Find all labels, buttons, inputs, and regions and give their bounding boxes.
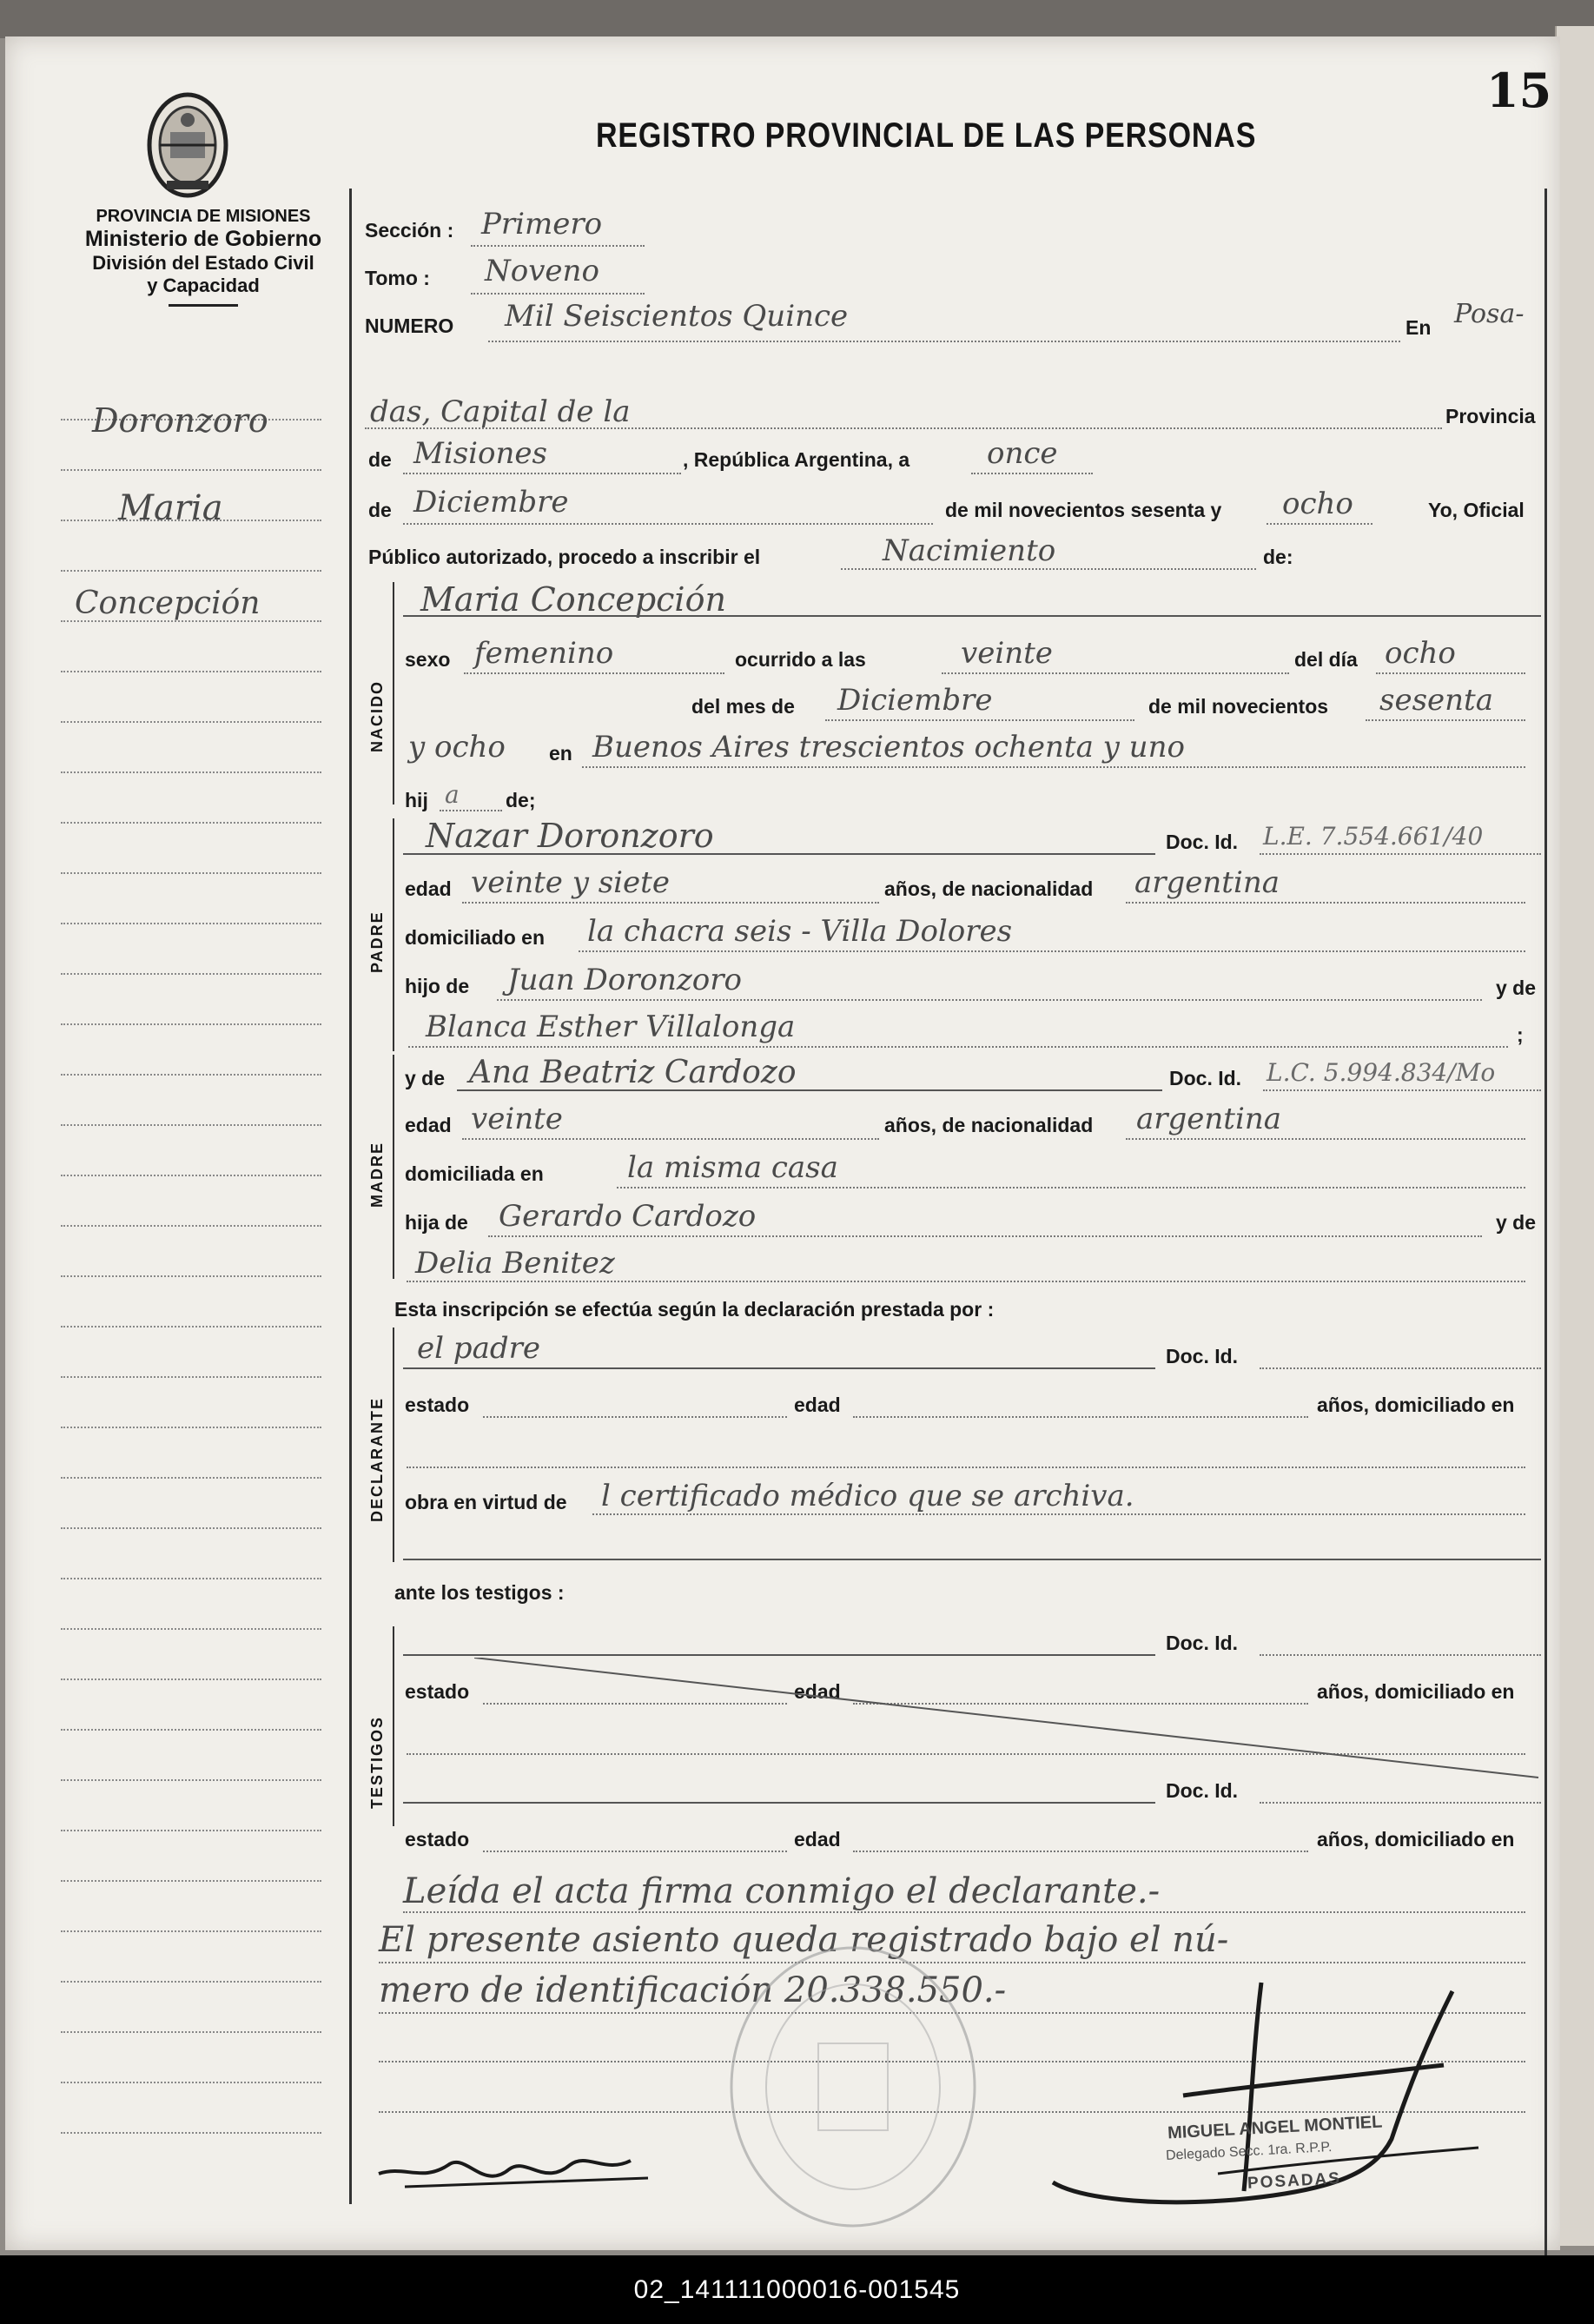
value-madre-nombre: Ana Beatriz Cardozo <box>469 1055 797 1090</box>
label-de-colon: de: <box>1263 546 1293 568</box>
label-madre-hija-de: hija de <box>405 1211 468 1234</box>
section-nacido: NACIDO <box>368 680 386 752</box>
stamp-city: POSADAS <box>1247 2169 1342 2193</box>
label-testigo1-edad: edad <box>794 1680 841 1703</box>
nacido-bracket <box>393 582 394 804</box>
value-provincia: Misiones <box>413 436 547 471</box>
value-hora: veinte <box>961 636 1053 671</box>
label-de-semicolon: de; <box>506 789 536 811</box>
label-hij: hij <box>405 789 428 811</box>
label-padre-edad: edad <box>405 877 452 900</box>
label-padre-y-de: y de <box>1496 977 1537 999</box>
value-acto: Nacimiento <box>883 533 1056 568</box>
margin-surname: Doronzoro <box>92 401 268 440</box>
section-padre: PADRE <box>368 910 386 973</box>
page-number: 15 <box>1486 63 1552 118</box>
label-ocurrido: ocurrido a las <box>735 648 866 671</box>
label-tomo: Tomo : <box>365 267 430 289</box>
value-seccion: Primero <box>481 207 603 242</box>
value-sexo: femenino <box>474 636 614 671</box>
top-edge <box>0 0 1594 38</box>
value-padre-nac: argentina <box>1134 865 1280 900</box>
label-testigo2-doc: Doc. Id. <box>1166 1779 1239 1802</box>
note-line-3: mero de identificación 20.338.550.- <box>379 1970 1007 2010</box>
label-madre-edad: edad <box>405 1114 452 1136</box>
value-padre-doc: L.E. 7.554.661/40 <box>1263 822 1484 851</box>
value-numero: Mil Seiscientos Quince <box>505 299 849 334</box>
label-del-dia: del día <box>1294 648 1358 671</box>
stamp-name: MIGUEL ANGEL MONTIEL <box>1167 2112 1383 2143</box>
value-obra: l certificado médico que se archiva. <box>601 1479 1134 1513</box>
value-mes-inscripcion: Diciembre <box>413 485 569 520</box>
footer-code: 02_141111000016-001545 <box>0 2255 1594 2324</box>
value-padre-nombre: Nazar Doronzoro <box>426 817 714 855</box>
label-declarante-edad: edad <box>794 1394 841 1416</box>
registry-seal-stamp <box>723 1939 983 2235</box>
label-madre-nac: años, de nacionalidad <box>884 1114 1094 1136</box>
header-provincia: PROVINCIA DE MISIONES <box>96 207 311 226</box>
declarante-bracket <box>393 1328 394 1562</box>
label-testigo1-anos: años, domiciliado en <box>1317 1680 1515 1703</box>
value-declarante: el padre <box>417 1331 540 1366</box>
label-declarante-estado: estado <box>405 1394 470 1416</box>
label-testigo2-edad: edad <box>794 1828 841 1851</box>
label-publico: Público autorizado, procedo a inscribir el <box>368 546 761 568</box>
label-declarante-doc: Doc. Id. <box>1166 1345 1239 1367</box>
section-declarante: DECLARANTE <box>368 1397 386 1522</box>
label-de-mes: de <box>368 499 392 521</box>
section-madre: MADRE <box>368 1142 386 1208</box>
label-madre-doc: Doc. Id. <box>1169 1067 1242 1089</box>
value-madre-dom: la misma casa <box>627 1150 838 1185</box>
label-de-mil-nov: de mil novecientos <box>1148 695 1329 718</box>
label-padre-dom: domiciliado en <box>405 926 546 949</box>
label-testigo2-estado: estado <box>405 1828 470 1851</box>
label-del-mes: del mes de <box>691 695 795 718</box>
value-madre-doc: L.C. 5.994.834/Mo <box>1267 1058 1496 1087</box>
label-testigo1-estado: estado <box>405 1680 470 1703</box>
register-page <box>5 36 1560 2250</box>
header-division: División del Estado Civil <box>92 252 314 274</box>
section-testigos: TESTIGOS <box>368 1715 386 1809</box>
value-padre-dom: la chacra seis - Villa Dolores <box>587 914 1013 949</box>
header-capacidad: y Capacidad <box>147 275 260 296</box>
label-sexo: sexo <box>405 648 451 671</box>
value-madre-hija-de: Gerardo Cardozo <box>499 1199 757 1234</box>
label-padre-nac: años, de nacionalidad <box>884 877 1094 900</box>
label-testigo1-doc: Doc. Id. <box>1166 1632 1239 1654</box>
label-declarante-anos: años, domiciliado en <box>1317 1394 1515 1416</box>
label-padre-hijo-de: hijo de <box>405 975 470 997</box>
margin-second-name: Concepción <box>75 586 261 621</box>
label-yo-oficial: Yo, Oficial <box>1428 499 1525 521</box>
note-line-2: El presente asiento queda registrado bajo el nú- <box>379 1920 1229 1960</box>
note-line-1: Leída el acta firma conmigo el declarante.- <box>403 1871 1161 1911</box>
value-dia: ocho <box>1385 636 1456 671</box>
label-ante: ante los testigos : <box>394 1581 565 1604</box>
testigos-bracket <box>393 1626 394 1826</box>
label-madre-y-de-2: y de <box>1496 1211 1537 1234</box>
label-de-mil: de mil novecientos sesenta y <box>945 499 1222 521</box>
margin-divider <box>349 189 352 2204</box>
margin-first-name: Maria <box>118 488 223 528</box>
value-hij-suffix: a <box>445 780 460 809</box>
label-inscripcion: Esta inscripción se efectúa según la declaración prestada por : <box>394 1298 995 1321</box>
label-provincia: Provincia <box>1445 405 1536 427</box>
label-madre-y-de: y de <box>405 1067 446 1089</box>
value-anio-b: y ocho <box>408 730 506 765</box>
value-en-city-a: Posa- <box>1454 299 1525 329</box>
label-republica: , República Argentina, a <box>683 448 910 471</box>
provincial-seal <box>144 89 231 202</box>
label-de-provincia: de <box>368 448 392 471</box>
value-madre-edad: veinte <box>471 1102 563 1136</box>
declarant-signature <box>370 2139 657 2208</box>
document-title: REGISTRO PROVINCIAL DE LAS PERSONAS <box>596 116 1257 155</box>
label-padre-doc: Doc. Id. <box>1166 831 1239 853</box>
label-obra: obra en virtud de <box>405 1491 567 1513</box>
value-anio-inscripcion: ocho <box>1282 487 1353 521</box>
value-nombre: Maria Concepción <box>420 580 726 619</box>
label-en: En <box>1405 316 1432 339</box>
right-border <box>1544 189 1547 2256</box>
label-numero: NUMERO <box>365 315 454 337</box>
adjacent-page-edge <box>1555 26 1594 2246</box>
testigos-cancel-line <box>474 1658 1543 1779</box>
label-en-lugar: en <box>549 742 572 765</box>
label-seccion: Sección : <box>365 219 454 242</box>
label-madre-dom: domiciliada en <box>405 1162 544 1185</box>
label-testigo2-anos: años, domiciliado en <box>1317 1828 1515 1851</box>
value-madre-nac: argentina <box>1136 1102 1282 1136</box>
value-madre-madre: Delia Benitez <box>415 1246 615 1281</box>
value-anio-a: sesenta <box>1379 683 1493 718</box>
header-ministerio: Ministerio de Gobierno <box>84 227 322 251</box>
stamp-role: Delegado Secc. 1ra. R.P.P. <box>1165 2140 1333 2164</box>
madre-bracket <box>393 1055 394 1279</box>
padre-bracket <box>393 818 394 1051</box>
value-padre-hijo-de: Juan Doronzoro <box>507 963 742 997</box>
value-tomo: Noveno <box>485 254 599 288</box>
value-mes: Diciembre <box>837 683 993 718</box>
label-padre-semicolon: ; <box>1517 1023 1524 1046</box>
value-lugar: Buenos Aires trescientos ochenta y uno <box>592 730 1185 765</box>
value-padre-edad: veinte y siete <box>471 865 670 900</box>
value-padre-madre: Blanca Esther Villalonga <box>426 1010 796 1044</box>
value-dia-inscripcion: once <box>987 436 1058 471</box>
value-en-city-b: das, Capital de la <box>370 394 631 429</box>
